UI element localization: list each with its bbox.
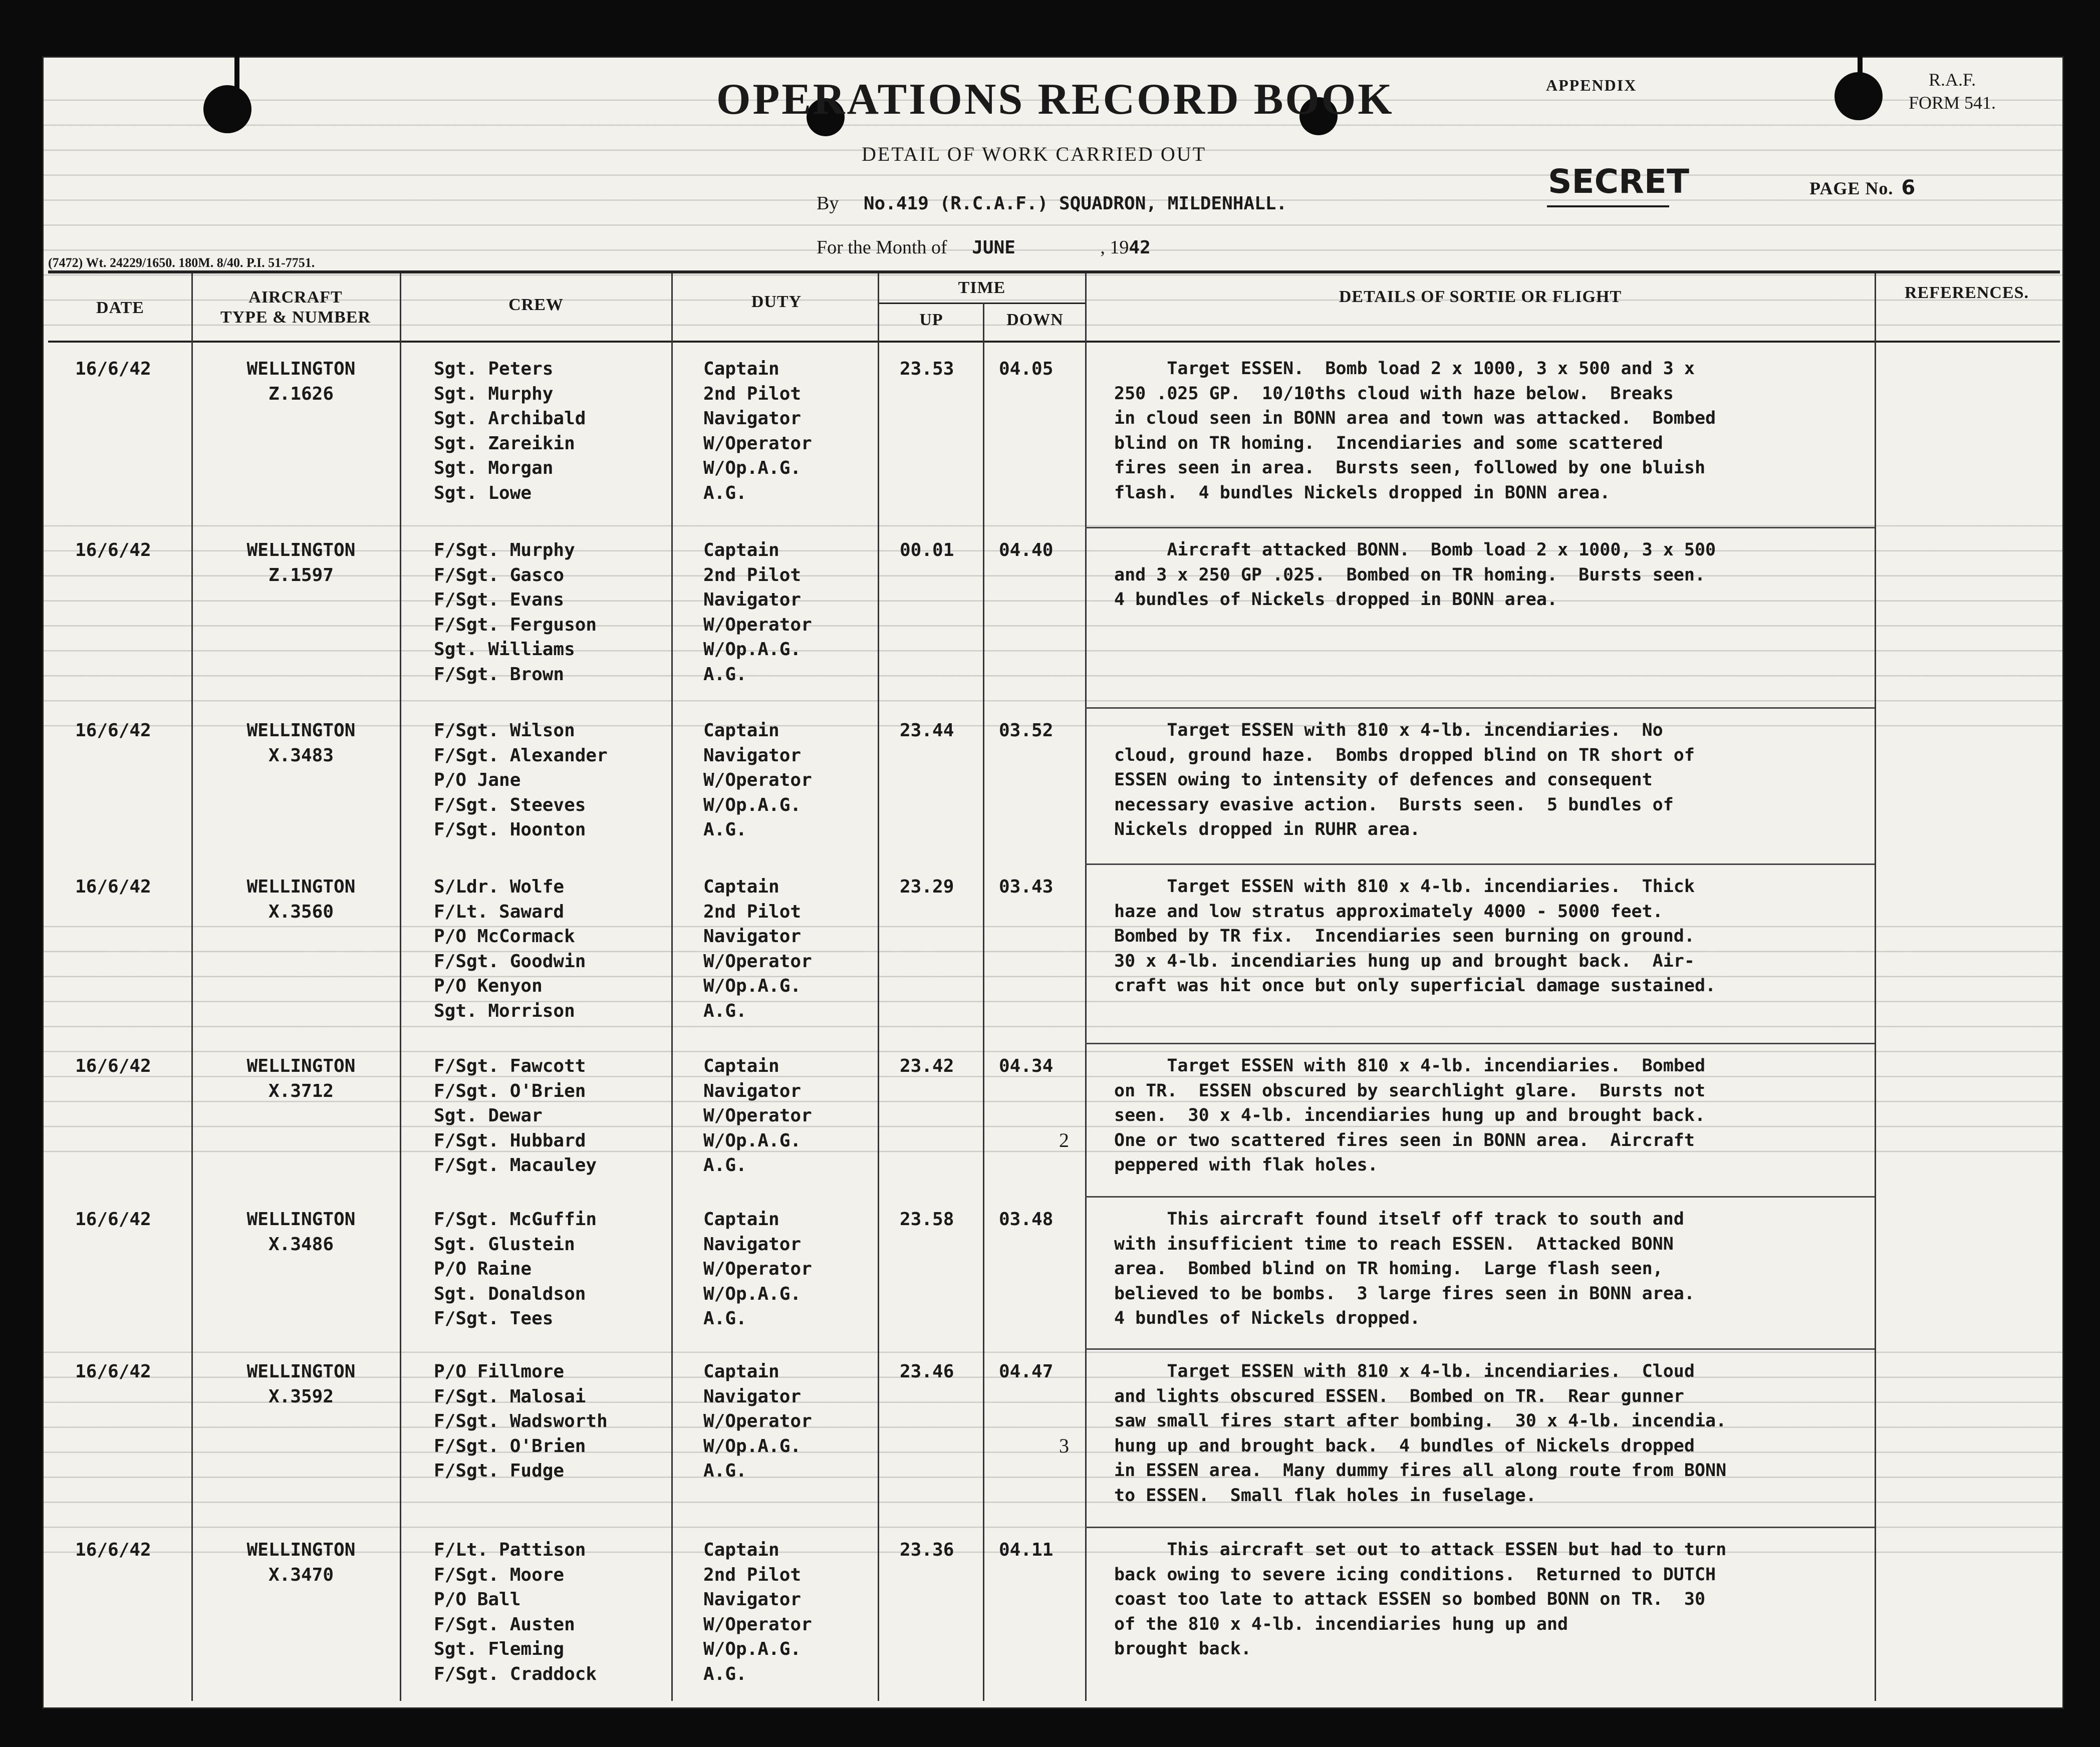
time-down: 04.47: [999, 1361, 1054, 1382]
aircraft-type: WELLINGTON: [246, 720, 356, 741]
aircraft-number: X.3470: [268, 1564, 334, 1585]
aircraft-type: WELLINGTON: [246, 1209, 356, 1230]
aircraft-number: X.3592: [268, 1386, 334, 1407]
col-header-time: TIME: [958, 278, 1006, 297]
details-line: necessary evasive action. Bursts seen. 5 bundles of: [1114, 794, 1674, 815]
crew-member: F/Sgt. Fudge: [434, 1461, 565, 1481]
table-header-rule: [48, 341, 2060, 343]
aircraft-number: Z.1597: [268, 564, 334, 586]
details-line: peppered with flak holes.: [1114, 1155, 1378, 1175]
year-value: 42: [1129, 237, 1151, 258]
sortie-date: 16/6/42: [75, 359, 151, 379]
raf-form-number: [1909, 68, 1996, 114]
col-rule-3: [671, 273, 673, 1701]
aircraft-type: WELLINGTON: [246, 1540, 356, 1560]
squadron-name: No.419 (R.C.A.F.) SQUADRON, MILDENHALL.: [863, 193, 1287, 214]
crew-member: Sgt. Murphy: [434, 383, 554, 404]
form-title: OPERATIONS RECORD BOOK: [716, 75, 1394, 124]
crew-list: [434, 1207, 597, 1331]
crew-list: [434, 875, 586, 1023]
crew-member: P/O Ball: [434, 1589, 521, 1610]
crew-duty: Captain: [703, 1540, 779, 1560]
details-line: craft was hit once but only superficial damage sustained.: [1114, 976, 1716, 996]
crew-member: P/O McCormack: [434, 926, 575, 947]
aircraft-cell: [218, 1538, 384, 1587]
details-line: 30 x 4-lb. incendiaries hung up and brought back. Air-: [1114, 951, 1695, 971]
col-rule-6: [1085, 273, 1087, 1701]
details-line: 250 .025 GP. 10/10ths cloud with haze below. Breaks: [1114, 383, 1674, 404]
details-line: believed to be bombs. 3 large fires seen in BONN area.: [1114, 1283, 1695, 1304]
crew-member: F/Sgt. Goodwin: [434, 951, 586, 972]
row-separator: [1085, 527, 1875, 528]
crew-duty: W/Operator: [703, 1614, 812, 1635]
details-line: seen. 30 x 4-lb. incendiaries hung up and brought back.: [1114, 1105, 1706, 1125]
time-up: 23.36: [900, 1540, 954, 1560]
crew-member: F/Sgt. Malosai: [434, 1386, 586, 1407]
aircraft-number: X.3486: [268, 1234, 334, 1255]
crew-duty: A.G.: [703, 819, 747, 840]
details-line: brought back.: [1114, 1639, 1251, 1659]
sortie-date: 16/6/42: [75, 720, 151, 741]
crew-member: P/O Raine: [434, 1259, 532, 1279]
crew-duty: W/Op.A.G.: [703, 976, 802, 996]
page-label: PAGE No.: [1809, 178, 1894, 198]
col-header-duty: DUTY: [751, 293, 802, 311]
crew-member: P/O Kenyon: [434, 976, 543, 996]
crew-duty: Navigator: [703, 408, 802, 429]
crew-duty: Captain: [703, 877, 779, 897]
binder-hole-left-1: [203, 85, 251, 133]
crew-member: F/Sgt. Moore: [434, 1564, 565, 1585]
details-line: Target ESSEN with 810 x 4-lb. incendiaries. Bombed: [1114, 1056, 1706, 1076]
details-line: Target ESSEN with 810 x 4-lb. incendiaries. No: [1114, 720, 1663, 740]
crew-member: F/Sgt. Macauley: [434, 1155, 597, 1176]
crew-member: F/Sgt. Ferguson: [434, 614, 597, 635]
crew-member: Sgt. Peters: [434, 359, 554, 379]
crew-duty: Navigator: [703, 1386, 802, 1407]
raf-line-1: R.A.F.: [1928, 70, 1976, 90]
crew-duty: Navigator: [703, 745, 802, 766]
details-line: and lights obscured ESSEN. Bombed on TR. Rear gunner: [1114, 1386, 1684, 1406]
aircraft-cell: [218, 718, 384, 768]
sortie-details: [1114, 1359, 1856, 1508]
aircraft-type: WELLINGTON: [246, 1361, 356, 1382]
aircraft-cell: [218, 357, 384, 406]
crew-member: Sgt. Glustein: [434, 1234, 575, 1255]
time-split-rule: [878, 303, 1085, 304]
crew-duty: A.G.: [703, 1663, 747, 1684]
crew-member: P/O Jane: [434, 770, 521, 790]
details-line: ESSEN owing to intensity of defences and consequent: [1114, 770, 1653, 790]
by-row: [817, 192, 1287, 214]
details-line: back owing to severe icing conditions. Returned to DUTCH: [1114, 1564, 1716, 1585]
crew-duty: W/Op.A.G.: [703, 639, 802, 660]
details-line: area. Bombed blind on TR homing. Large flash seen,: [1114, 1259, 1663, 1279]
crew-duty: W/Operator: [703, 614, 812, 635]
crew-member: Sgt. Donaldson: [434, 1283, 586, 1304]
crew-duty: W/Op.A.G.: [703, 1639, 802, 1659]
time-up: 23.46: [900, 1361, 954, 1382]
crew-duty: W/Operator: [703, 951, 812, 972]
crew-list: [434, 1359, 608, 1484]
crew-member: F/Sgt. Fawcott: [434, 1056, 586, 1076]
crew-member: Sgt. Lowe: [434, 482, 532, 503]
crew-duty: Captain: [703, 1361, 779, 1382]
details-line: and 3 x 250 GP .025. Bombed on TR homing. Bursts seen.: [1114, 564, 1706, 585]
crew-list: [434, 357, 586, 505]
details-line: with insufficient time to reach ESSEN. Attacked BONN: [1114, 1234, 1674, 1254]
details-line: in ESSEN area. Many dummy fires all along route from BONN: [1114, 1461, 1727, 1481]
crew-duty: A.G.: [703, 1155, 747, 1176]
col-rule-1: [191, 273, 193, 1701]
aircraft-type: WELLINGTON: [246, 1056, 356, 1076]
crew-member: P/O Fillmore: [434, 1361, 565, 1382]
col-header-references: REFERENCES.: [1904, 283, 2029, 302]
crew-member: F/Sgt. O'Brien: [434, 1435, 586, 1457]
crew-member: S/Ldr. Wolfe: [434, 877, 565, 897]
crew-duty: Navigator: [703, 590, 802, 610]
raf-line-2: FORM 541.: [1909, 93, 1996, 113]
aircraft-cell: [218, 875, 384, 924]
crew-duty: W/Op.A.G.: [703, 1130, 802, 1151]
duty-list: [703, 1538, 812, 1686]
duty-list: [703, 357, 812, 505]
details-line: Bombed by TR fix. Incendiaries seen burning on ground.: [1114, 926, 1695, 946]
time-down: 04.34: [999, 1056, 1054, 1076]
crew-member: F/Sgt. Murphy: [434, 540, 575, 560]
crew-member: F/Sgt. Hoonton: [434, 819, 586, 840]
crew-duty: Captain: [703, 1209, 779, 1230]
page-number: [1809, 176, 1916, 199]
crew-duty: A.G.: [703, 1308, 747, 1329]
details-line: on TR. ESSEN obscured by searchlight glare. Bursts not: [1114, 1080, 1706, 1101]
aircraft-cell: [218, 1207, 384, 1257]
crew-duty: A.G.: [703, 482, 747, 503]
col-header-aircraft: [195, 287, 396, 328]
crew-duty: W/Op.A.G.: [703, 1283, 802, 1304]
details-line: Target ESSEN with 810 x 4-lb. incendiaries. Cloud: [1114, 1361, 1695, 1381]
sortie-date: 16/6/42: [75, 1361, 151, 1382]
details-line: haze and low stratus approximately 4000 - 5000 feet.: [1114, 901, 1663, 922]
crew-duty: Captain: [703, 1056, 779, 1076]
col-header-up: UP: [919, 311, 943, 329]
details-line: saw small fires start after bombing. 30 x 4-lb. incendia.: [1114, 1411, 1727, 1431]
year-prefix: , 19: [1100, 237, 1129, 258]
details-line: to ESSEN. Small flak holes in fuselage.: [1114, 1485, 1536, 1506]
col-header-date: DATE: [96, 299, 144, 317]
details-line: fires seen in area. Bursts seen, followed by one bluish: [1114, 458, 1706, 478]
reference-mark: 2: [1059, 1129, 1069, 1151]
duty-list: [703, 538, 812, 687]
row-separator: [1085, 1527, 1875, 1528]
time-down: 04.40: [999, 540, 1054, 560]
crew-duty: Navigator: [703, 1234, 802, 1255]
by-label: By: [817, 193, 839, 214]
row-separator: [1085, 863, 1875, 865]
crew-duty: Captain: [703, 720, 779, 741]
row-separator: [1085, 1196, 1875, 1198]
aircraft-number: X.3560: [268, 901, 334, 922]
aircraft-type: WELLINGTON: [246, 540, 356, 560]
aircraft-number: X.3712: [268, 1080, 334, 1101]
crew-duty: W/Operator: [703, 433, 812, 454]
aircraft-type: WELLINGTON: [246, 359, 356, 379]
details-line: Target ESSEN. Bomb load 2 x 1000, 3 x 500 and 3 x: [1114, 359, 1695, 379]
details-line: of the 810 x 4-lb. incendiaries hung up and: [1114, 1614, 1568, 1634]
sortie-details: [1114, 357, 1856, 505]
details-line: coast too late to attack ESSEN so bombed BONN on TR. 30: [1114, 1589, 1706, 1609]
col-header-aircraft-line1: AIRCRAFT: [248, 288, 343, 307]
col-rule-7: [1875, 273, 1876, 1701]
crew-duty: Navigator: [703, 926, 802, 947]
crew-member: Sgt. Williams: [434, 639, 575, 660]
col-header-details: DETAILS OF SORTIE OR FLIGHT: [1339, 287, 1622, 306]
reference-mark: 3: [1059, 1434, 1069, 1457]
secret-stamp: SECRET: [1548, 162, 1689, 201]
aircraft-cell: [218, 1054, 384, 1103]
details-line: One or two scattered fires seen in BONN area. Aircraft: [1114, 1130, 1695, 1150]
time-down: 04.11: [999, 1540, 1054, 1560]
sortie-date: 16/6/42: [75, 1540, 151, 1560]
details-line: blind on TR homing. Incendiaries and some scattered: [1114, 433, 1663, 453]
crew-duty: A.G.: [703, 1461, 747, 1481]
crew-duty: Navigator: [703, 1080, 802, 1101]
crew-member: F/Lt. Pattison: [434, 1540, 586, 1560]
crew-member: F/Sgt. Austen: [434, 1614, 575, 1635]
crew-duty: 2nd Pilot: [703, 564, 802, 586]
time-up: 00.01: [900, 540, 954, 560]
crew-member: F/Sgt. Tees: [434, 1308, 554, 1329]
crew-duty: Navigator: [703, 1589, 802, 1610]
crew-duty: 2nd Pilot: [703, 901, 802, 922]
print-code: (7472) Wt. 24229/1650. 180M. 8/40. P.I. 51-7751.: [48, 255, 315, 270]
crew-duty: Captain: [703, 359, 779, 379]
details-line: 4 bundles of Nickels dropped in BONN area.: [1114, 590, 1558, 610]
aircraft-number: X.3483: [268, 745, 334, 766]
sortie-details: [1114, 875, 1856, 999]
crew-duty: W/Op.A.G.: [703, 458, 802, 478]
details-line: in cloud seen in BONN area and town was attacked. Bombed: [1114, 408, 1716, 428]
crew-member: Sgt. Archibald: [434, 408, 586, 429]
crew-duty: W/Operator: [703, 1411, 812, 1431]
col-rule-5: [983, 303, 984, 1701]
crew-member: F/Sgt. Evans: [434, 590, 565, 610]
details-line: Nickels dropped in RUHR area.: [1114, 819, 1421, 839]
crew-duty: W/Op.A.G.: [703, 1435, 802, 1457]
crew-list: [434, 1054, 597, 1178]
crew-duty: W/Operator: [703, 1105, 812, 1126]
aircraft-number: Z.1626: [268, 383, 334, 404]
time-down: 03.48: [999, 1209, 1054, 1230]
crew-member: F/Sgt. McGuffin: [434, 1209, 597, 1230]
sortie-date: 16/6/42: [75, 1056, 151, 1076]
row-separator: [1085, 1348, 1875, 1350]
duty-list: [703, 1054, 812, 1178]
month-row: [817, 236, 1151, 258]
duty-list: [703, 1207, 812, 1331]
time-up: 23.29: [900, 877, 954, 897]
secret-underline: [1547, 205, 1669, 207]
details-line: flash. 4 bundles Nickels dropped in BONN area.: [1114, 482, 1611, 503]
sortie-date: 16/6/42: [75, 877, 151, 897]
col-header-aircraft-line2: TYPE & NUMBER: [220, 308, 371, 327]
sortie-date: 16/6/42: [75, 1209, 151, 1230]
crew-member: F/Sgt. Hubbard: [434, 1130, 586, 1151]
duty-list: [703, 1359, 812, 1484]
details-line: hung up and brought back. 4 bundles of Nickels dropped: [1114, 1435, 1695, 1456]
col-header-down: DOWN: [1006, 311, 1064, 329]
sortie-details: [1114, 538, 1856, 613]
crew-member: F/Sgt. Brown: [434, 664, 565, 685]
crew-duty: W/Op.A.G.: [703, 794, 802, 815]
time-up: 23.53: [900, 359, 954, 379]
appendix-label: APPENDIX: [1546, 76, 1637, 94]
sortie-details: [1114, 718, 1856, 842]
details-line: This aircraft found itself off track to south and: [1114, 1209, 1684, 1229]
crew-duty: A.G.: [703, 664, 747, 685]
details-line: cloud, ground haze. Bombs dropped blind on TR short of: [1114, 745, 1695, 765]
aircraft-type: WELLINGTON: [246, 877, 356, 897]
duty-list: [703, 718, 812, 842]
crew-member: Sgt. Dewar: [434, 1105, 543, 1126]
col-rule-2: [400, 273, 401, 1701]
crew-member: F/Sgt. Gasco: [434, 564, 565, 586]
page-value: 6: [1901, 176, 1916, 199]
month-value: JUNE: [972, 237, 1015, 258]
crew-list: [434, 538, 597, 687]
col-header-crew: CREW: [508, 296, 564, 314]
details-line: This aircraft set out to attack ESSEN but had to turn: [1114, 1540, 1727, 1560]
aircraft-cell: [218, 538, 384, 588]
month-label: For the Month of: [817, 237, 947, 258]
crew-list: [434, 718, 608, 842]
time-down: 03.52: [999, 720, 1054, 741]
crew-list: [434, 1538, 597, 1686]
row-separator: [1085, 707, 1875, 709]
duty-list: [703, 875, 812, 1023]
crew-member: Sgt. Fleming: [434, 1639, 565, 1659]
crew-member: Sgt. Morgan: [434, 458, 554, 478]
sortie-details: [1114, 1054, 1856, 1178]
crew-duty: W/Operator: [703, 770, 812, 790]
sortie-date: 16/6/42: [75, 540, 151, 560]
details-line: Target ESSEN with 810 x 4-lb. incendiaries. Thick: [1114, 877, 1695, 897]
aircraft-cell: [218, 1359, 384, 1409]
time-down: 03.43: [999, 877, 1054, 897]
sortie-details: [1114, 1207, 1856, 1331]
crew-duty: 2nd Pilot: [703, 1564, 802, 1585]
crew-member: F/Lt. Saward: [434, 901, 565, 922]
details-line: 4 bundles of Nickels dropped.: [1114, 1308, 1421, 1328]
crew-member: F/Sgt. O'Brien: [434, 1080, 586, 1101]
crew-member: F/Sgt. Alexander: [434, 745, 608, 766]
crew-member: F/Sgt. Wadsworth: [434, 1411, 608, 1431]
crew-member: F/Sgt. Steeves: [434, 794, 586, 815]
details-line: Aircraft attacked BONN. Bomb load 2 x 1000, 3 x 500: [1114, 540, 1716, 560]
crew-duty: Captain: [703, 540, 779, 560]
col-rule-4: [878, 273, 879, 1701]
crew-duty: 2nd Pilot: [703, 383, 802, 404]
crew-member: Sgt. Zareikin: [434, 433, 575, 454]
crew-member: F/Sgt. Wilson: [434, 720, 575, 741]
time-up: 23.58: [900, 1209, 954, 1230]
crew-member: F/Sgt. Craddock: [434, 1663, 597, 1684]
crew-duty: A.G.: [703, 1000, 747, 1021]
binder-hole-right-1: [1834, 72, 1883, 120]
time-down: 04.05: [999, 359, 1054, 379]
time-up: 23.42: [900, 1056, 954, 1076]
sortie-details: [1114, 1538, 1856, 1662]
table-top-rule: [48, 270, 2060, 273]
crew-duty: W/Operator: [703, 1259, 812, 1279]
time-up: 23.44: [900, 720, 954, 741]
row-separator: [1085, 1043, 1875, 1044]
crew-member: Sgt. Morrison: [434, 1000, 575, 1021]
form-subtitle: DETAIL OF WORK CARRIED OUT: [862, 143, 1207, 165]
